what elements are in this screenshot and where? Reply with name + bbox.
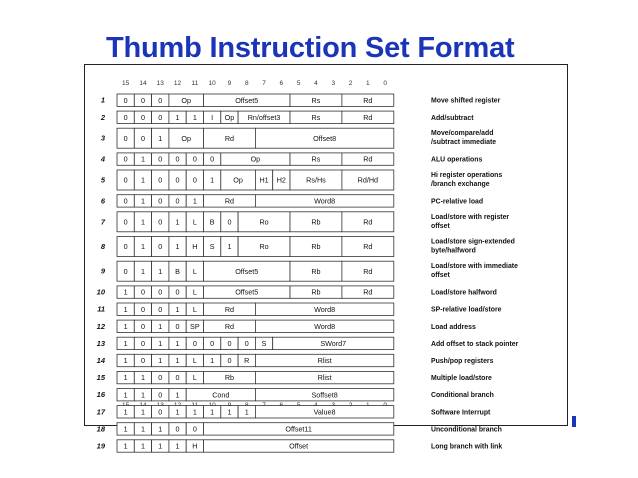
field-label: 0 bbox=[123, 242, 128, 252]
format-number: 13 bbox=[96, 338, 105, 348]
format-description: /branch exchange bbox=[431, 181, 490, 188]
field-label: 1 bbox=[123, 287, 128, 297]
format-number: 16 bbox=[96, 390, 105, 400]
format-number: 2 bbox=[100, 112, 105, 122]
field-label: 0 bbox=[140, 321, 145, 331]
field-label: 1 bbox=[140, 407, 145, 417]
field-label: 0 bbox=[123, 112, 128, 122]
field-label: 0 bbox=[123, 266, 128, 276]
field-label: 1 bbox=[140, 154, 145, 164]
format-description: Load/store sign-extended bbox=[431, 238, 515, 246]
field-label: Value8 bbox=[313, 407, 336, 417]
field-label: 0 bbox=[175, 154, 180, 164]
format-description: Add/subtract bbox=[431, 114, 474, 122]
field-label: 1 bbox=[175, 217, 180, 227]
field-label: Rlist bbox=[317, 373, 332, 383]
bit-number-top: 10 bbox=[208, 80, 216, 87]
field-label: 1 bbox=[175, 339, 180, 348]
field-label: Rn/offset3 bbox=[247, 112, 281, 122]
field-label: 0 bbox=[210, 339, 215, 348]
bit-number-top: 8 bbox=[244, 80, 249, 87]
field-label: 0 bbox=[158, 287, 163, 297]
format-number: 11 bbox=[97, 304, 105, 314]
field-label: Rb bbox=[311, 266, 321, 276]
field-label: Rd bbox=[363, 154, 373, 164]
field-label: 0 bbox=[158, 112, 163, 122]
bit-number-top: 12 bbox=[173, 80, 182, 87]
field-label: Rd bbox=[363, 95, 373, 105]
field-label: Rd bbox=[363, 287, 373, 297]
format-description: Move/compare/add bbox=[431, 130, 494, 138]
field-label: S bbox=[209, 242, 215, 252]
field-label: R bbox=[244, 356, 250, 366]
field-label: Rs bbox=[311, 95, 321, 105]
field-label: 1 bbox=[123, 356, 128, 366]
field-label: 1 bbox=[123, 321, 128, 331]
instruction-format-figure bbox=[84, 64, 568, 451]
format-number: 4 bbox=[100, 154, 105, 164]
field-label: H2 bbox=[276, 175, 286, 185]
field-label: 1 bbox=[158, 339, 163, 348]
field-label: 1 bbox=[158, 133, 163, 143]
format-description: Hi register operations bbox=[431, 172, 503, 179]
field-label: 1 bbox=[140, 390, 145, 400]
format-number: 1 bbox=[100, 95, 105, 105]
field-label: 1 bbox=[123, 441, 128, 451]
field-label: 0 bbox=[175, 287, 180, 297]
field-label: Ro bbox=[259, 242, 269, 252]
format-description: offset bbox=[431, 222, 450, 230]
instruction-format-table bbox=[85, 65, 567, 451]
bit-number-top: 7 bbox=[262, 80, 266, 87]
field-label: Rd/Hd bbox=[357, 175, 379, 185]
format-description: Long branch with link bbox=[431, 443, 503, 451]
format-description: Conditional branch bbox=[431, 392, 494, 400]
bit-number-top: 9 bbox=[227, 80, 232, 87]
format-description: Software Interrupt bbox=[431, 409, 491, 417]
format-number: 9 bbox=[100, 266, 105, 276]
field-label: Soffset8 bbox=[311, 390, 338, 400]
field-label: 0 bbox=[140, 287, 145, 297]
field-label: 0 bbox=[175, 196, 180, 206]
format-description: Move shifted register bbox=[431, 97, 501, 105]
field-label: 1 bbox=[175, 441, 180, 451]
field-label: 0 bbox=[244, 339, 249, 348]
field-label: 0 bbox=[123, 217, 128, 227]
field-label: 1 bbox=[175, 242, 180, 252]
field-label: L bbox=[192, 287, 197, 297]
bit-number-top: 0 bbox=[383, 80, 387, 87]
field-label: Rb bbox=[311, 217, 321, 227]
field-label: L bbox=[192, 217, 197, 227]
field-label: 1 bbox=[140, 196, 145, 206]
field-label: Word8 bbox=[314, 304, 336, 314]
field-label: 1 bbox=[140, 441, 145, 451]
field-label: 0 bbox=[123, 133, 128, 143]
field-label: 1 bbox=[158, 266, 163, 276]
field-label: Offset5 bbox=[235, 95, 259, 105]
field-label: 1 bbox=[210, 407, 215, 417]
format-description: offset bbox=[431, 272, 450, 280]
field-label: Ro bbox=[259, 217, 269, 227]
bit-number-top: 4 bbox=[314, 80, 318, 87]
field-label: Rd bbox=[224, 321, 235, 331]
field-label: SWord7 bbox=[320, 339, 347, 348]
field-label: 0 bbox=[158, 154, 163, 164]
field-label: L bbox=[192, 266, 197, 276]
format-number: 14 bbox=[96, 356, 105, 365]
field-label: 1 bbox=[227, 407, 232, 417]
field-label: 0 bbox=[140, 339, 145, 348]
field-label: 0 bbox=[192, 424, 197, 434]
field-label: Rd bbox=[224, 304, 235, 314]
field-label: 1 bbox=[175, 304, 180, 314]
field-label: 0 bbox=[175, 424, 180, 434]
field-label: 1 bbox=[123, 304, 128, 314]
field-label: 0 bbox=[158, 196, 163, 206]
field-label: 0 bbox=[227, 217, 232, 227]
field-label: 1 bbox=[140, 266, 145, 276]
field-label: 0 bbox=[158, 390, 163, 400]
field-label: Rb bbox=[311, 242, 321, 252]
field-label: 0 bbox=[123, 95, 128, 105]
field-label: 0 bbox=[140, 95, 145, 105]
field-label: Rlist bbox=[317, 356, 332, 366]
field-label: 0 bbox=[192, 154, 197, 164]
field-label: 0 bbox=[227, 356, 232, 366]
format-number: 12 bbox=[96, 321, 105, 331]
field-label: 1 bbox=[192, 407, 197, 417]
field-label: 1 bbox=[227, 242, 232, 252]
format-description: ALU operations bbox=[431, 156, 483, 164]
field-label: Offset5 bbox=[235, 287, 259, 297]
field-label: Op bbox=[250, 154, 261, 164]
field-label: 1 bbox=[158, 424, 163, 434]
bit-number-top: 2 bbox=[348, 80, 353, 87]
bit-number-top: 13 bbox=[156, 80, 164, 87]
field-label: 1 bbox=[244, 407, 249, 417]
field-label: Offset11 bbox=[285, 424, 312, 434]
field-label: I bbox=[211, 112, 214, 122]
field-label: L bbox=[192, 356, 197, 366]
field-label: 1 bbox=[158, 321, 163, 331]
field-label: 1 bbox=[175, 407, 180, 417]
field-label: 1 bbox=[123, 424, 128, 434]
field-label: 0 bbox=[140, 304, 145, 314]
format-description: SP-relative load/store bbox=[431, 306, 502, 314]
field-label: 0 bbox=[123, 196, 128, 206]
field-label: 1 bbox=[140, 373, 145, 383]
field-label: SP bbox=[190, 321, 200, 331]
field-label: 1 bbox=[140, 242, 145, 252]
field-label: 0 bbox=[123, 175, 128, 185]
bit-number-top: 3 bbox=[331, 80, 336, 87]
format-description: Load address bbox=[431, 323, 476, 331]
field-label: 0 bbox=[158, 373, 163, 383]
field-label: Rs/Hs bbox=[306, 175, 326, 185]
field-label: 0 bbox=[175, 321, 180, 331]
format-description: Add offset to stack pointer bbox=[431, 340, 519, 348]
slide-title: Thumb Instruction Set Format bbox=[106, 32, 515, 64]
field-label: H bbox=[192, 441, 198, 451]
format-number: 6 bbox=[100, 196, 105, 206]
field-label: 0 bbox=[175, 373, 180, 383]
field-label: Op bbox=[181, 133, 191, 143]
field-label: Word8 bbox=[314, 321, 336, 331]
field-label: B bbox=[175, 266, 180, 276]
field-label: 1 bbox=[123, 390, 128, 400]
field-label: Rd bbox=[224, 196, 235, 206]
field-label: 1 bbox=[123, 373, 128, 383]
field-label: Rd bbox=[363, 266, 373, 276]
field-label: 1 bbox=[123, 339, 128, 348]
format-number: 8 bbox=[100, 242, 105, 251]
format-description: Load/store halfword bbox=[431, 289, 497, 297]
field-label: 1 bbox=[210, 356, 215, 366]
field-label: 1 bbox=[175, 112, 180, 122]
field-label: Offset5 bbox=[235, 266, 259, 276]
field-label: 0 bbox=[210, 154, 215, 164]
field-label: Offset bbox=[289, 441, 309, 451]
field-label: Word8 bbox=[314, 196, 336, 206]
field-label: 0 bbox=[192, 175, 197, 185]
field-label: 1 bbox=[192, 112, 197, 122]
format-number: 7 bbox=[100, 217, 105, 227]
field-label: L bbox=[192, 304, 197, 314]
format-description: Multiple load/store bbox=[431, 375, 492, 383]
field-label: 0 bbox=[192, 339, 197, 348]
format-number: 3 bbox=[100, 133, 105, 143]
field-label: Rb bbox=[311, 287, 321, 297]
field-label: 0 bbox=[140, 356, 145, 366]
field-label: 0 bbox=[158, 407, 163, 417]
field-label: Rd bbox=[363, 217, 373, 227]
field-label: 0 bbox=[158, 217, 163, 227]
format-description: PC-relative load bbox=[431, 198, 484, 206]
field-label: L bbox=[192, 373, 197, 383]
field-label: 1 bbox=[158, 356, 163, 366]
format-number: 10 bbox=[96, 287, 105, 297]
field-label: Cond bbox=[212, 390, 230, 400]
field-label: Rd bbox=[363, 242, 373, 252]
field-label: 1 bbox=[210, 175, 215, 185]
field-label: 0 bbox=[158, 175, 163, 185]
field-label: Offset8 bbox=[313, 133, 337, 143]
bit-number-top: 11 bbox=[191, 80, 199, 87]
format-number: 17 bbox=[96, 407, 105, 417]
bit-number-top: 14 bbox=[139, 80, 147, 87]
field-label: H1 bbox=[259, 175, 269, 185]
field-label: 0 bbox=[158, 304, 163, 314]
field-label: 0 bbox=[140, 133, 145, 143]
field-label: Op bbox=[233, 175, 243, 185]
bit-number-top: 15 bbox=[122, 80, 130, 87]
format-number: 15 bbox=[96, 373, 105, 383]
field-label: 1 bbox=[175, 356, 180, 366]
field-label: 0 bbox=[158, 242, 163, 252]
field-label: H bbox=[192, 242, 198, 252]
field-label: Op bbox=[181, 95, 191, 105]
field-label: 1 bbox=[140, 217, 145, 227]
field-label: 0 bbox=[227, 339, 232, 348]
field-label: 1 bbox=[123, 407, 128, 417]
bit-number-top: 5 bbox=[296, 80, 301, 87]
format-description: Push/pop registers bbox=[431, 358, 494, 365]
format-description: byte/halfword bbox=[431, 247, 476, 255]
field-label: Rs bbox=[311, 112, 321, 122]
field-label: 1 bbox=[192, 196, 197, 206]
field-label: 1 bbox=[175, 390, 180, 400]
bit-number-top: 1 bbox=[366, 80, 370, 87]
format-number: 5 bbox=[100, 175, 105, 185]
format-description: /subtract immediate bbox=[431, 139, 497, 147]
field-label: 0 bbox=[158, 95, 163, 105]
format-description: Load/store with immediate bbox=[431, 263, 518, 271]
format-description: Load/store with register bbox=[431, 213, 510, 221]
field-label: Rd bbox=[224, 133, 235, 143]
field-label: B bbox=[209, 217, 215, 227]
slide-accent-mark bbox=[572, 416, 576, 427]
bit-number-top: 6 bbox=[279, 80, 284, 87]
format-number: 19 bbox=[96, 441, 105, 451]
field-label: 0 bbox=[140, 112, 145, 122]
field-label: Rb bbox=[224, 373, 235, 383]
field-label: Op bbox=[224, 112, 235, 122]
format-number: 18 bbox=[96, 424, 105, 434]
field-label: 1 bbox=[140, 424, 145, 434]
field-label: 1 bbox=[140, 175, 145, 185]
field-label: Rs bbox=[311, 154, 321, 164]
field-label: 0 bbox=[175, 175, 180, 185]
field-label: 1 bbox=[158, 441, 163, 451]
format-description: Unconditional branch bbox=[431, 426, 502, 434]
field-label: 0 bbox=[123, 154, 128, 164]
field-label: Rd bbox=[363, 112, 373, 122]
field-label: S bbox=[261, 339, 267, 348]
